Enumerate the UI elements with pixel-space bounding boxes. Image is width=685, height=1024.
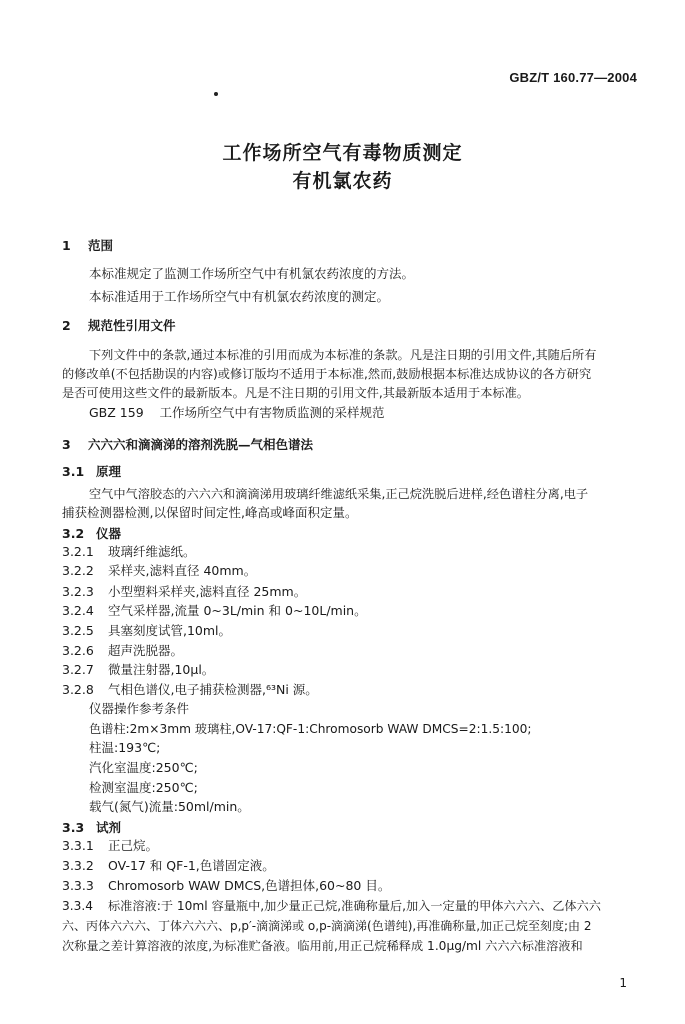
condition-column: 色谱柱:2m×3mm 玻璃柱,OV-17:QF-1:Chromosorb WAW DMCS=2:1.5:100; [89, 722, 532, 736]
list-item: 3.3.3 Chromosorb WAW DMCS,色谱担体,60~80 目。 [62, 878, 391, 893]
section-2-line-2: 的修改单(不包括勘误的内容)或修订版均不适用于本标准,然而,鼓励根据本标准达成协议的各方研究 [62, 367, 592, 381]
condition-column-temp: 柱温:193℃; [89, 740, 161, 755]
condition-carrier-gas: 载气(氮气)流量:50ml/min。 [89, 799, 250, 814]
list-item-continuation: 次称量之差计算溶液的浓度,为标准贮备液。临用前,用正己烷稀释成 1.0μg/ml 六六六标准溶液和 [62, 939, 583, 953]
list-item: 3.2.4 空气采样器,流量 0~3L/min 和 0~10L/min。 [62, 603, 367, 618]
section-3-1-line-1: 空气中气溶胶态的六六六和滴滴涕用玻璃纤维滤纸采集,正己烷洗脱后进样,经色谱柱分离,电子 [89, 487, 589, 501]
page-number: 1 [619, 976, 627, 990]
normative-reference: GBZ 159 工作场所空气中有害物质监测的采样规范 [89, 405, 385, 420]
document-title: 工作场所空气有毒物质测定 [222, 142, 463, 164]
section-3-1-heading: 3.1 原理 [62, 464, 122, 479]
condition-detector-temp: 检测室温度:250℃; [89, 780, 198, 795]
conditions-title: 仪器操作参考条件 [89, 701, 190, 716]
list-item: 3.2.6 超声洗脱器。 [62, 643, 184, 658]
section-3-2-heading: 3.2 仪器 [62, 526, 122, 541]
list-item: 3.2.5 具塞刻度试管,10ml。 [62, 623, 232, 638]
document-subtitle: 有机氯农药 [292, 170, 393, 192]
list-item: 3.2.8 气相色谱仪,电子捕获检测器,⁶³Ni 源。 [62, 682, 318, 697]
scan-speck [214, 92, 218, 96]
section-2-heading: 2 规范性引用文件 [62, 318, 176, 333]
section-2-line-1: 下列文件中的条款,通过本标准的引用而成为本标准的条款。凡是注日期的引用文件,其随后所有 [89, 348, 597, 362]
section-3-heading: 3 六六六和滴滴涕的溶剂洗脱—气相色谱法 [62, 437, 314, 452]
section-2-line-3: 是否可使用这些文件的最新版本。凡是不注日期的引用文件,其最新版本适用于本标准。 [62, 386, 529, 400]
section-1-paragraph-1: 本标准规定了监测工作场所空气中有机氯农药浓度的方法。 [89, 266, 415, 281]
section-1-heading: 1 范围 [62, 238, 114, 253]
list-item: 3.3.4 标准溶液:于 10ml 容量瓶中,加少量正己烷,准确称量后,加入一定量的甲体六六六、乙体六六 [62, 899, 601, 913]
list-item: 3.3.2 OV-17 和 QF-1,色谱固定液。 [62, 858, 275, 873]
list-item: 3.2.1 玻璃纤维滤纸。 [62, 544, 196, 559]
list-item: 3.3.1 正己烷。 [62, 838, 159, 853]
list-item: 3.2.2 采样夹,滤料直径 40mm。 [62, 563, 257, 578]
list-item: 3.2.3 小型塑料采样夹,滤料直径 25mm。 [62, 584, 307, 599]
list-item-continuation: 六、丙体六六六、丁体六六六、p,p′-滴滴涕或 o,p-滴滴涕(色谱纯),再准确称量,加正己烷至刻度;由 2 [62, 919, 592, 933]
condition-vaporizer-temp: 汽化室温度:250℃; [89, 760, 198, 775]
list-item: 3.2.7 微量注射器,10μl。 [62, 662, 215, 677]
section-3-3-heading: 3.3 试剂 [62, 820, 122, 835]
section-3-1-line-2: 捕获检测器检测,以保留时间定性,峰高或峰面积定量。 [62, 505, 358, 520]
standard-code: GBZ/T 160.77—2004 [509, 70, 637, 85]
section-1-paragraph-2: 本标准适用于工作场所空气中有机氯农药浓度的测定。 [89, 289, 390, 304]
